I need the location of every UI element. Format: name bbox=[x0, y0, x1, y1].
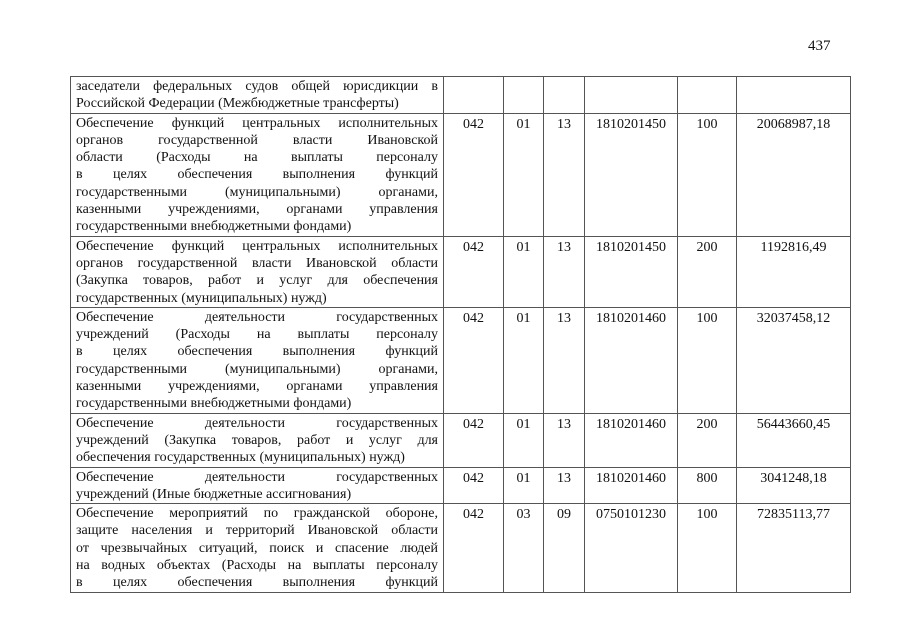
subsection-cell: 13 bbox=[544, 307, 585, 413]
amount-cell: 3041248,18 bbox=[737, 467, 851, 504]
subsection-cell bbox=[544, 77, 585, 114]
amount-cell: 32037458,12 bbox=[737, 307, 851, 413]
ministry-cell: 042 bbox=[444, 307, 504, 413]
description-cell bbox=[71, 467, 444, 504]
section-cell: 03 bbox=[504, 504, 544, 592]
description-line: (Закупка товаров, работ и услуг для обеспечения bbox=[76, 273, 438, 289]
description-line: области (Расходы на выплаты персоналу bbox=[76, 150, 438, 166]
ministry-cell: 042 bbox=[444, 413, 504, 467]
amount-cell: 72835113,77 bbox=[737, 504, 851, 592]
description-line: Российской Федерации (Межбюджетные трансферты) bbox=[76, 96, 399, 112]
amount-cell: 1192816,49 bbox=[737, 236, 851, 307]
description-line: Обеспечение деятельности государственных bbox=[76, 469, 438, 485]
target-cell: 1810201450 bbox=[585, 236, 678, 307]
budget-table bbox=[70, 76, 851, 593]
description-line: государственными (муниципальными) органами, bbox=[76, 361, 438, 377]
page-number: 437 bbox=[808, 38, 831, 54]
description-line: казенными учреждениями, органами управления bbox=[76, 202, 438, 218]
target-cell: 1810201460 bbox=[585, 467, 678, 504]
target-cell: 1810201450 bbox=[585, 113, 678, 236]
section-cell: 01 bbox=[504, 307, 544, 413]
description-line: органов государственной власти Ивановской области bbox=[76, 255, 438, 271]
description-line: обеспечения государственных (муниципальных) нужд) bbox=[76, 450, 405, 466]
description-cell bbox=[71, 307, 444, 413]
subsection-cell: 09 bbox=[544, 504, 585, 592]
description-line: защите населения и территорий Ивановской области bbox=[76, 523, 438, 539]
section-cell: 01 bbox=[504, 113, 544, 236]
expense-type-cell: 800 bbox=[678, 467, 737, 504]
description-line: учреждений (Иные бюджетные ассигнования) bbox=[76, 486, 352, 502]
target-cell: 1810201460 bbox=[585, 413, 678, 467]
description-line: Обеспечение деятельности государственных bbox=[76, 309, 438, 325]
ministry-cell: 042 bbox=[444, 504, 504, 592]
expense-type-cell bbox=[678, 77, 737, 114]
description-line: государственными внебюджетными фондами) bbox=[76, 396, 352, 412]
description-line: заседатели федеральных судов общей юрисдикции в bbox=[76, 79, 438, 94]
description-line: Обеспечение мероприятий по гражданской обороне, bbox=[76, 506, 438, 522]
subsection-cell: 13 bbox=[544, 113, 585, 236]
amount-cell: 56443660,45 bbox=[737, 413, 851, 467]
description-line: от чрезвычайных ситуаций, поиск и спасение людей bbox=[76, 540, 438, 556]
description-cell bbox=[71, 504, 444, 592]
description-line: Обеспечение деятельности государственных bbox=[76, 415, 438, 431]
table-row bbox=[71, 236, 851, 307]
section-cell: 01 bbox=[504, 413, 544, 467]
expense-type-cell: 100 bbox=[678, 307, 737, 413]
description-line: государственных (муниципальных) нужд) bbox=[76, 290, 327, 306]
target-cell: 0750101230 bbox=[585, 504, 678, 592]
expense-type-cell: 100 bbox=[678, 113, 737, 236]
description-line: государственными внебюджетными фондами) bbox=[76, 219, 352, 235]
description-line: государственными (муниципальными) органами, bbox=[76, 184, 438, 200]
target-cell bbox=[585, 77, 678, 114]
description-line: органов государственной власти Ивановской bbox=[76, 132, 438, 148]
description-line: учреждений (Закупка товаров, работ и услуг для bbox=[76, 432, 438, 448]
description-line: в целях обеспечения выполнения функций bbox=[76, 344, 438, 360]
expense-type-cell: 100 bbox=[678, 504, 737, 592]
ministry-cell: 042 bbox=[444, 113, 504, 236]
section-cell: 01 bbox=[504, 236, 544, 307]
description-line: Обеспечение функций центральных исполнительных bbox=[76, 238, 438, 254]
table-row bbox=[71, 413, 851, 467]
target-cell: 1810201460 bbox=[585, 307, 678, 413]
expense-type-cell: 200 bbox=[678, 413, 737, 467]
expense-type-cell: 200 bbox=[678, 236, 737, 307]
description-line: Обеспечение функций центральных исполнительных bbox=[76, 115, 438, 131]
ministry-cell: 042 bbox=[444, 236, 504, 307]
table-row bbox=[71, 113, 851, 236]
ministry-cell bbox=[444, 77, 504, 114]
description-line: на водных объектах (Расходы на выплаты персоналу bbox=[76, 558, 438, 574]
description-cell bbox=[71, 413, 444, 467]
description-line: учреждений (Расходы на выплаты персоналу bbox=[76, 327, 438, 343]
description-cell bbox=[71, 236, 444, 307]
section-cell bbox=[504, 77, 544, 114]
ministry-cell: 042 bbox=[444, 467, 504, 504]
table-row bbox=[71, 504, 851, 592]
table-row bbox=[71, 77, 851, 114]
table-row bbox=[71, 307, 851, 413]
description-line: казенными учреждениями, органами управления bbox=[76, 379, 438, 395]
subsection-cell: 13 bbox=[544, 236, 585, 307]
amount-cell: 20068987,18 bbox=[737, 113, 851, 236]
description-cell bbox=[71, 77, 444, 114]
description-line: в целях обеспечения выполнения функций bbox=[76, 167, 438, 183]
subsection-cell: 13 bbox=[544, 413, 585, 467]
subsection-cell: 13 bbox=[544, 467, 585, 504]
section-cell: 01 bbox=[504, 467, 544, 504]
description-cell bbox=[71, 113, 444, 236]
description-line: в целях обеспечения выполнения функций bbox=[76, 575, 438, 591]
amount-cell bbox=[737, 77, 851, 114]
table-row bbox=[71, 467, 851, 504]
